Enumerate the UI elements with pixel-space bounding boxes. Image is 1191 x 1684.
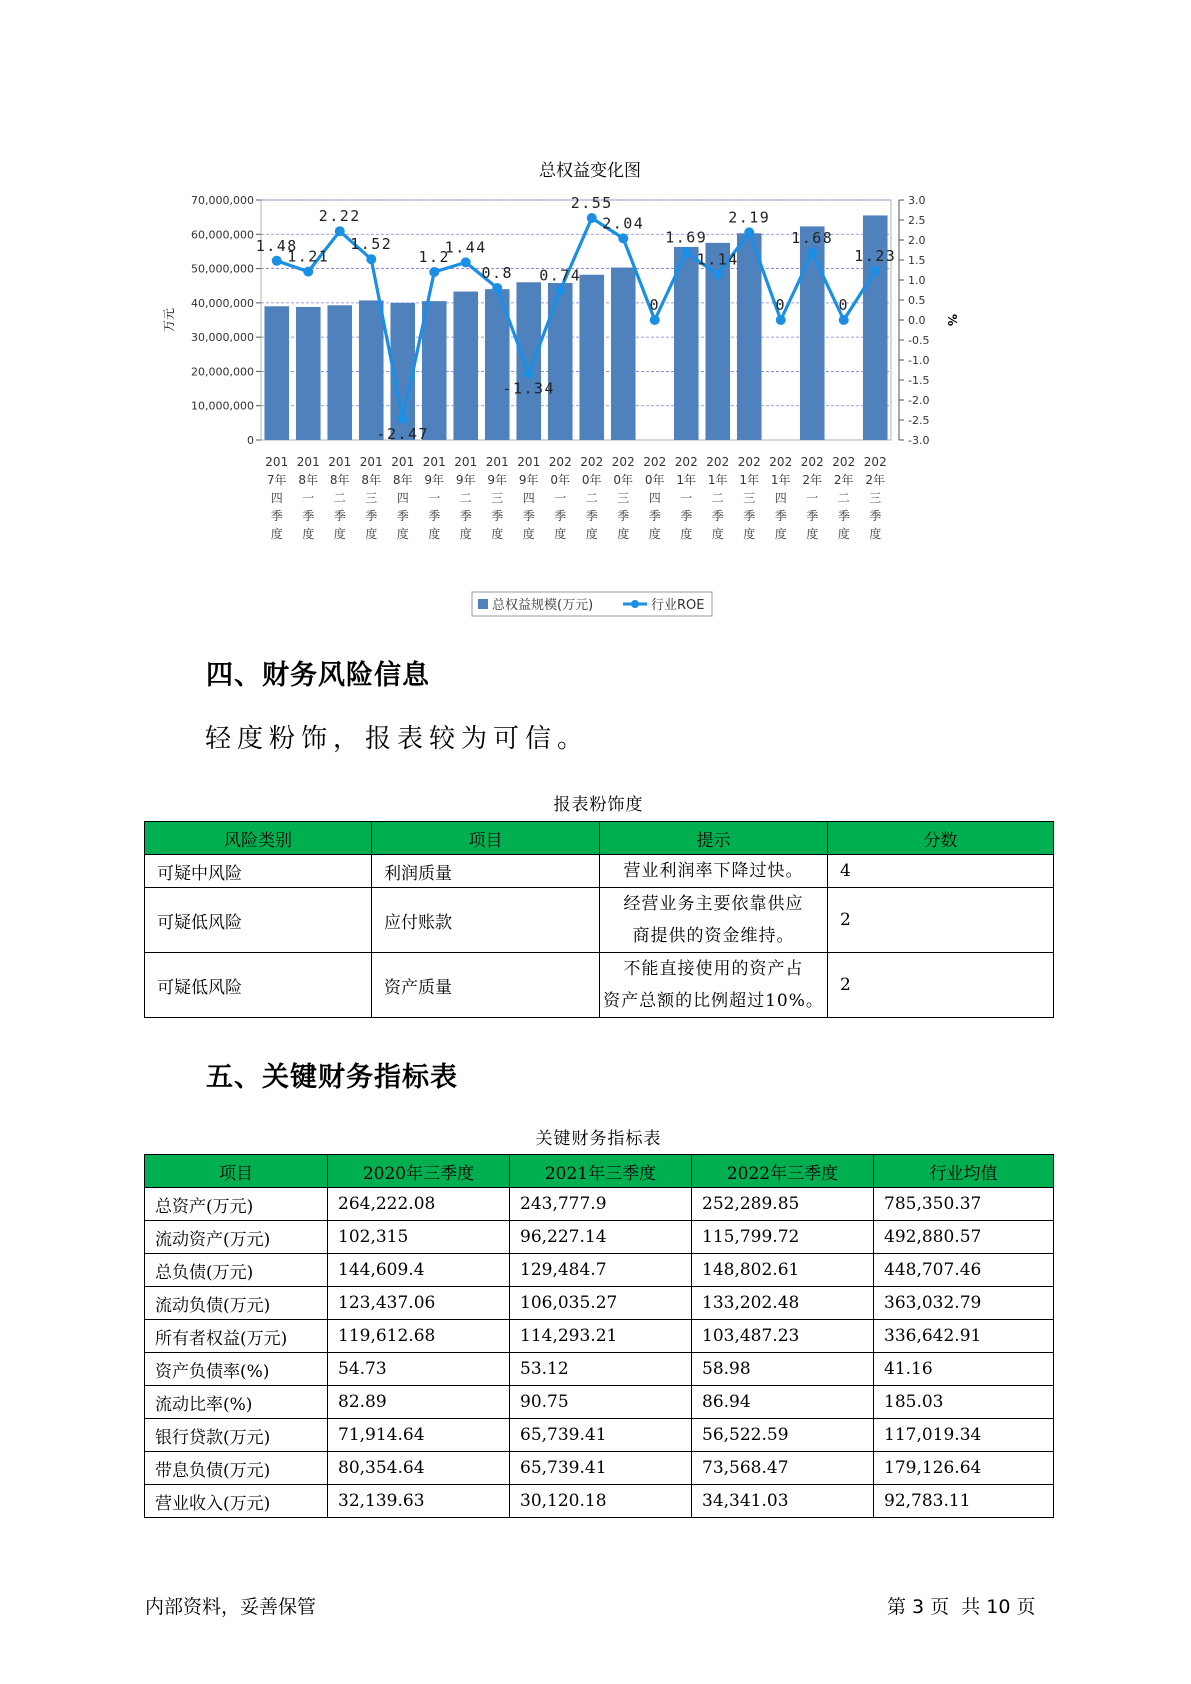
roe-data-label: 1.52: [350, 235, 393, 254]
table-row: [145, 953, 1054, 1018]
x-tick-label: 201: [485, 455, 509, 469]
industry-average: 92,783.11: [874, 1485, 1054, 1518]
x-tick-label: 季: [648, 509, 661, 523]
x-tick-label: 一: [302, 491, 315, 505]
x-tick-label: 二: [459, 491, 472, 505]
risk-hint-line: 营业利润率下降过快。: [623, 861, 804, 881]
value-2021q3: 53.12: [510, 1353, 692, 1386]
risk-hint: [600, 855, 828, 888]
total-equity-chart: [162, 160, 960, 620]
industry-average: 363,032.79: [874, 1287, 1054, 1320]
key-table-caption: 关键财务指标表: [535, 1129, 662, 1149]
bar: [800, 226, 825, 440]
y2-tick-label: 1.0: [908, 274, 926, 287]
x-tick-label: 度: [869, 527, 882, 541]
x-tick-label: 季: [270, 509, 283, 523]
legend-swatch-point: [631, 600, 639, 608]
x-tick-label: 季: [869, 509, 882, 523]
x-tick-label: 2年: [802, 473, 823, 487]
y-tick-label: 0: [247, 434, 254, 447]
y2-tick-label: -0.5: [908, 334, 930, 347]
roe-point: [492, 283, 502, 293]
header-cell: 提示: [600, 822, 828, 855]
x-tick-label: 四: [396, 491, 409, 505]
x-tick-label: 202: [863, 455, 887, 469]
table-row: [145, 1485, 1054, 1518]
roe-point: [461, 257, 471, 267]
x-tick-label: 201: [296, 455, 320, 469]
bar: [611, 268, 636, 440]
roe-point: [524, 369, 534, 379]
roe-data-label: 1.69: [665, 228, 708, 247]
x-tick-label: 度: [680, 527, 693, 541]
x-tick-label: 季: [396, 509, 409, 523]
y2-tick-label: -1.0: [908, 354, 930, 367]
value-2020q3: 80,354.64: [328, 1452, 510, 1485]
x-tick-label: 7年: [266, 473, 287, 487]
table-row: [145, 1254, 1054, 1287]
value-2020q3: 144,609.4: [328, 1254, 510, 1287]
roe-point: [429, 267, 439, 277]
value-2021q3: 114,293.21: [510, 1320, 692, 1353]
header-cell: 风险类别: [145, 822, 372, 855]
metric-name: 流动负债(万元): [145, 1287, 328, 1320]
x-tick-label: 度: [396, 527, 409, 541]
roe-data-label: 0: [775, 296, 787, 314]
roe-data-label: 1.14: [696, 250, 739, 269]
value-2020q3: 32,139.63: [328, 1485, 510, 1518]
risk-hint-line: 商提供的资金维持。: [632, 926, 795, 946]
value-2021q3: 30,120.18: [510, 1485, 692, 1518]
x-tick-label: 2年: [833, 473, 854, 487]
roe-point: [335, 226, 345, 236]
roe-data-label: 1.48: [255, 236, 298, 255]
value-2022q3: 58.98: [692, 1353, 874, 1386]
x-tick-label: 度: [585, 527, 598, 541]
x-tick-label: 度: [711, 527, 724, 541]
x-tick-label: 季: [302, 509, 315, 523]
header-cell: 行业均值: [874, 1155, 1054, 1188]
x-tick-label: 三: [869, 491, 882, 505]
table-row: [145, 1353, 1054, 1386]
x-tick-label: 季: [554, 509, 567, 523]
x-tick-label: 度: [428, 527, 441, 541]
industry-average: 336,642.91: [874, 1320, 1054, 1353]
x-tick-label: 度: [459, 527, 472, 541]
value-2022q3: 73,568.47: [692, 1452, 874, 1485]
x-tick-label: 季: [585, 509, 598, 523]
bar: [548, 283, 573, 440]
risk-hint-line: 资产总额的比例超过10%。: [603, 991, 824, 1011]
header-cell: 分数: [828, 822, 1054, 855]
x-tick-label: 8年: [392, 473, 413, 487]
x-tick-label: 季: [680, 509, 693, 523]
x-tick-label: 季: [491, 509, 504, 523]
table-row: [145, 1221, 1054, 1254]
x-tick-label: 季: [806, 509, 819, 523]
header-cell: 2020年三季度: [328, 1155, 510, 1188]
risk-category: 可疑低风险: [145, 888, 372, 953]
roe-data-label: 0.8: [481, 264, 514, 282]
roe-point: [303, 267, 313, 277]
roe-data-label: -1.34: [502, 379, 556, 398]
x-tick-label: 9年: [487, 473, 508, 487]
bar: [264, 306, 289, 440]
x-tick-label: 202: [580, 455, 604, 469]
x-tick-label: 二: [585, 491, 598, 505]
roe-point: [618, 233, 628, 243]
x-tick-label: 二: [333, 491, 346, 505]
x-tick-label: 一: [806, 491, 819, 505]
header-cell: 项目: [145, 1155, 328, 1188]
value-2021q3: 65,739.41: [510, 1419, 692, 1452]
roe-data-label: 2.19: [728, 208, 771, 227]
x-tick-label: 201: [359, 455, 383, 469]
value-2021q3: 90.75: [510, 1386, 692, 1419]
footer-page-number: 第 3 页 共 10 页: [887, 1596, 1036, 1618]
risk-table-caption: 报表粉饰度: [553, 795, 644, 815]
x-tick-label: 0年: [550, 473, 571, 487]
roe-data-label: 2.22: [318, 207, 361, 226]
bar: [579, 275, 604, 440]
metric-name: 资产负债率(%): [145, 1353, 328, 1386]
x-tick-label: 四: [522, 491, 535, 505]
x-tick-label: 201: [328, 455, 352, 469]
roe-data-label: 1.23: [854, 246, 897, 265]
value-2021q3: 106,035.27: [510, 1287, 692, 1320]
chart-canvas: [162, 160, 960, 620]
bar: [737, 233, 762, 440]
metric-name: 所有者权益(万元): [145, 1320, 328, 1353]
x-tick-label: 季: [333, 509, 346, 523]
x-tick-label: 一: [554, 491, 567, 505]
value-2020q3: 54.73: [328, 1353, 510, 1386]
x-tick-label: 202: [832, 455, 856, 469]
y2-tick-label: 2.5: [908, 214, 926, 227]
roe-data-label: 0: [838, 296, 850, 314]
metric-name: 流动比率(%): [145, 1386, 328, 1419]
y-tick-label: 20,000,000: [191, 365, 254, 379]
chart-title: 总权益变化图: [539, 161, 641, 181]
roe-point: [398, 414, 408, 424]
section5-heading: 五、关键财务指标表: [206, 1062, 458, 1093]
x-tick-label: 202: [737, 455, 761, 469]
x-tick-label: 201: [422, 455, 446, 469]
roe-data-label: 2.04: [602, 214, 645, 233]
value-2022q3: 252,289.85: [692, 1188, 874, 1221]
table-row: [145, 1287, 1054, 1320]
x-tick-label: 度: [491, 527, 504, 541]
x-tick-label: 202: [611, 455, 635, 469]
x-tick-label: 度: [774, 527, 787, 541]
legend-swatch-bar: [478, 599, 488, 609]
x-tick-label: 三: [365, 491, 378, 505]
table-row: [145, 1188, 1054, 1221]
x-tick-label: 0年: [581, 473, 602, 487]
roe-point: [776, 315, 786, 325]
y-tick-label: 40,000,000: [191, 296, 254, 310]
roe-data-label: 1.21: [287, 247, 330, 266]
bar: [359, 300, 384, 440]
x-tick-label: 度: [554, 527, 567, 541]
table-row: [145, 888, 1054, 953]
x-tick-label: 0年: [644, 473, 665, 487]
value-2020q3: 102,315: [328, 1221, 510, 1254]
x-tick-label: 季: [617, 509, 630, 523]
roe-data-label: 0.74: [539, 266, 582, 285]
value-2021q3: 65,739.41: [510, 1452, 692, 1485]
x-tick-label: 四: [648, 491, 661, 505]
value-2022q3: 103,487.23: [692, 1320, 874, 1353]
section4-summary: 轻度粉饰，报表较为可信。: [205, 724, 590, 754]
risk-item: 应付账款: [372, 888, 600, 953]
roe-point: [272, 256, 282, 266]
y-tick-label: 70,000,000: [191, 194, 254, 207]
footer-confidential: 内部资料，妥善保管: [145, 1596, 317, 1618]
roe-data-label: 1.2: [418, 248, 451, 266]
bar: [422, 301, 447, 440]
legend-label-bar: 总权益规模(万元): [492, 598, 594, 613]
industry-average: 492,880.57: [874, 1221, 1054, 1254]
roe-data-label: -2.47: [376, 424, 430, 443]
legend-label-line: 行业ROE: [651, 598, 705, 613]
key-table-header-row: [145, 1155, 1054, 1188]
x-tick-label: 度: [648, 527, 661, 541]
x-tick-label: 度: [806, 527, 819, 541]
value-2022q3: 148,802.61: [692, 1254, 874, 1287]
value-2022q3: 115,799.72: [692, 1221, 874, 1254]
x-tick-label: 度: [365, 527, 378, 541]
x-tick-label: 度: [743, 527, 756, 541]
header-cell: 2021年三季度: [510, 1155, 692, 1188]
roe-point: [744, 227, 754, 237]
roe-point: [839, 315, 849, 325]
value-2020q3: 119,612.68: [328, 1320, 510, 1353]
x-tick-label: 202: [769, 455, 793, 469]
y2-tick-label: 2.0: [908, 234, 926, 247]
x-tick-label: 度: [333, 527, 346, 541]
x-tick-label: 二: [711, 491, 724, 505]
risk-category: 可疑中风险: [145, 855, 372, 888]
x-tick-label: 季: [743, 509, 756, 523]
x-tick-label: 201: [454, 455, 478, 469]
x-tick-label: 四: [270, 491, 283, 505]
value-2020q3: 123,437.06: [328, 1287, 510, 1320]
x-tick-label: 9年: [424, 473, 445, 487]
roe-data-label: 1.68: [791, 228, 834, 247]
x-tick-label: 四: [774, 491, 787, 505]
roe-data-label: 2.55: [570, 194, 613, 212]
header-cell: 2022年三季度: [692, 1155, 874, 1188]
table-row: [145, 1419, 1054, 1452]
table-row: [145, 1452, 1054, 1485]
x-tick-label: 202: [674, 455, 698, 469]
x-tick-label: 202: [643, 455, 667, 469]
y2-tick-label: 1.5: [908, 254, 926, 267]
x-tick-label: 季: [711, 509, 724, 523]
x-tick-label: 度: [270, 527, 283, 541]
x-tick-label: 三: [617, 491, 630, 505]
y2-tick-label: 3.0: [908, 194, 926, 207]
value-2022q3: 133,202.48: [692, 1287, 874, 1320]
value-2021q3: 129,484.7: [510, 1254, 692, 1287]
risk-table: [144, 821, 1054, 1018]
metric-name: 流动资产(万元): [145, 1221, 328, 1254]
risk-hint: [600, 953, 828, 1018]
roe-data-label: 1.44: [444, 238, 487, 257]
industry-average: 179,126.64: [874, 1452, 1054, 1485]
roe-point: [870, 266, 880, 276]
x-tick-label: 1年: [676, 473, 697, 487]
risk-item: 资产质量: [372, 953, 600, 1018]
risk-item: 利润质量: [372, 855, 600, 888]
metric-name: 总负债(万元): [145, 1254, 328, 1287]
roe-point: [587, 213, 597, 223]
value-2021q3: 96,227.14: [510, 1221, 692, 1254]
x-tick-label: 201: [517, 455, 541, 469]
industry-average: 185.03: [874, 1386, 1054, 1419]
x-tick-label: 1年: [739, 473, 760, 487]
value-2020q3: 71,914.64: [328, 1419, 510, 1452]
bar: [674, 247, 699, 440]
x-tick-label: 度: [302, 527, 315, 541]
bar: [327, 305, 352, 440]
bar: [516, 282, 541, 440]
x-tick-label: 9年: [455, 473, 476, 487]
risk-hint-line: 经营业务主要依靠供应: [623, 894, 804, 914]
x-tick-label: 202: [800, 455, 824, 469]
x-tick-label: 三: [491, 491, 504, 505]
y-tick-label: 60,000,000: [191, 228, 254, 242]
roe-point: [650, 315, 660, 325]
x-tick-label: 季: [522, 509, 535, 523]
x-tick-label: 三: [743, 491, 756, 505]
roe-point: [681, 247, 691, 257]
x-tick-label: 度: [837, 527, 850, 541]
value-2022q3: 86.94: [692, 1386, 874, 1419]
header-cell: 项目: [372, 822, 600, 855]
roe-point: [555, 285, 565, 295]
y2-tick-label: -1.5: [908, 374, 930, 387]
industry-average: 785,350.37: [874, 1188, 1054, 1221]
x-tick-label: 季: [837, 509, 850, 523]
roe-data-label: 0: [649, 296, 661, 314]
y2-tick-label: -3.0: [908, 434, 930, 447]
x-tick-label: 二: [837, 491, 850, 505]
x-tick-label: 8年: [298, 473, 319, 487]
x-tick-label: 一: [680, 491, 693, 505]
y2-tick-label: 0.0: [908, 314, 926, 327]
x-tick-label: 0年: [613, 473, 634, 487]
x-tick-label: 201: [391, 455, 415, 469]
x-tick-label: 度: [522, 527, 535, 541]
risk-table-header-row: [145, 822, 1054, 855]
y-tick-label: 50,000,000: [191, 262, 254, 276]
y2-tick-label: -2.5: [908, 414, 930, 427]
roe-point: [807, 248, 817, 258]
industry-average: 117,019.34: [874, 1419, 1054, 1452]
x-tick-label: 度: [617, 527, 630, 541]
x-tick-label: 1年: [770, 473, 791, 487]
x-tick-label: 季: [774, 509, 787, 523]
y2-axis-label: %: [945, 313, 959, 327]
value-2021q3: 243,777.9: [510, 1188, 692, 1221]
table-row: [145, 1386, 1054, 1419]
metric-name: 银行贷款(万元): [145, 1419, 328, 1452]
y-tick-label: 30,000,000: [191, 331, 254, 345]
risk-category: 可疑低风险: [145, 953, 372, 1018]
bar: [296, 307, 321, 440]
industry-average: 448,707.46: [874, 1254, 1054, 1287]
metric-name: 带息负债(万元): [145, 1452, 328, 1485]
x-tick-label: 季: [428, 509, 441, 523]
value-2022q3: 34,341.03: [692, 1485, 874, 1518]
roe-point: [713, 269, 723, 279]
key-financial-table: [144, 1154, 1054, 1518]
x-tick-label: 2年: [865, 473, 886, 487]
x-tick-label: 季: [365, 509, 378, 523]
risk-score: 2: [828, 888, 1054, 953]
x-tick-label: 8年: [361, 473, 382, 487]
value-2020q3: 264,222.08: [328, 1188, 510, 1221]
x-tick-label: 9年: [518, 473, 539, 487]
x-tick-label: 202: [548, 455, 572, 469]
risk-score: 4: [828, 855, 1054, 888]
y2-tick-label: -2.0: [908, 394, 930, 407]
key-table-body: [145, 1188, 1054, 1518]
y2-tick-label: 0.5: [908, 294, 926, 307]
x-tick-label: 202: [706, 455, 730, 469]
roe-point: [366, 254, 376, 264]
x-tick-label: 8年: [329, 473, 350, 487]
value-2022q3: 56,522.59: [692, 1419, 874, 1452]
risk-hint-line: 不能直接使用的资产占: [623, 959, 804, 979]
x-tick-label: 201: [265, 455, 289, 469]
x-tick-label: 一: [428, 491, 441, 505]
industry-average: 41.16: [874, 1353, 1054, 1386]
y-tick-label: 10,000,000: [191, 399, 254, 413]
y-axis-label: 万元: [162, 307, 176, 333]
x-tick-label: 季: [459, 509, 472, 523]
section4-heading: 四、财务风险信息: [206, 660, 430, 691]
x-tick-label: 1年: [707, 473, 728, 487]
table-row: [145, 855, 1054, 888]
value-2020q3: 82.89: [328, 1386, 510, 1419]
metric-name: 总资产(万元): [145, 1188, 328, 1221]
risk-score: 2: [828, 953, 1054, 1018]
table-row: [145, 1320, 1054, 1353]
risk-hint: [600, 888, 828, 953]
metric-name: 营业收入(万元): [145, 1485, 328, 1518]
bar: [453, 292, 478, 440]
